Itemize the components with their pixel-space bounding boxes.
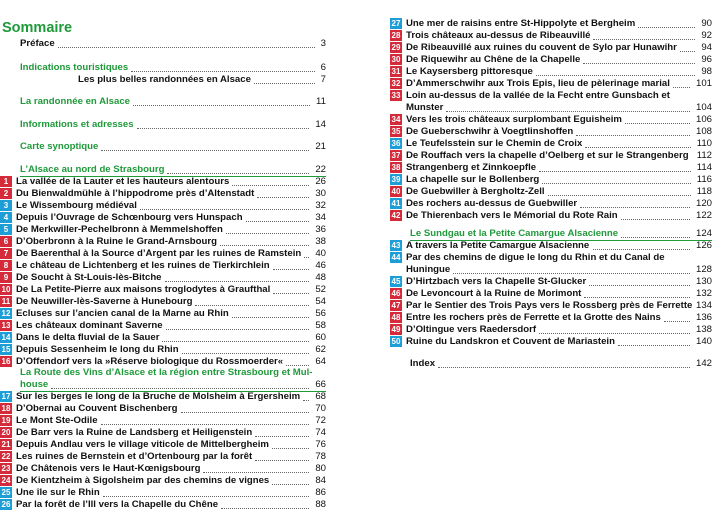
walk-number-badge: 46 (391, 289, 401, 298)
toc-entry-title: De Thierenbach vers le Mémorial du Rote Rain (406, 210, 618, 221)
walk-number-badge: 32 (391, 79, 401, 88)
toc-entry[interactable] (0, 344, 326, 356)
walk-number-badge: 12 (1, 309, 11, 318)
page-number: 72 (315, 415, 326, 426)
dot-leader (254, 83, 314, 84)
dot-leader (195, 305, 309, 306)
walk-number-badge: 30 (391, 55, 401, 64)
dot-leader (133, 105, 309, 106)
toc-entry[interactable] (0, 427, 326, 439)
dot-leader (255, 460, 309, 461)
toc-section-entry[interactable] (390, 358, 712, 370)
toc-section-title: house (20, 379, 49, 390)
dot-leader (257, 197, 309, 198)
walk-number-badge: 37 (391, 151, 401, 160)
toc-entry-title: Ruine du Landskron et Couvent de Mariastein (406, 336, 615, 347)
page-number: 86 (315, 487, 326, 498)
toc-section-title: La randonnée en Alsace (20, 96, 131, 107)
page-number: 64 (315, 356, 326, 367)
toc-entry[interactable] (390, 18, 712, 30)
toc-section-entry[interactable] (0, 141, 326, 153)
toc-entry[interactable] (390, 252, 712, 276)
walk-number-badge: 48 (391, 313, 401, 322)
toc-entry-title: D’Hirtzbach vers la Chapelle St-Glucker (406, 276, 587, 287)
toc-entry[interactable] (0, 272, 326, 284)
toc-entry[interactable] (0, 176, 326, 188)
dot-leader (140, 209, 309, 210)
toc-entry[interactable] (0, 487, 326, 499)
walk-number-badge: 38 (391, 163, 401, 172)
page-number: 34 (315, 212, 326, 223)
page-number: 84 (315, 475, 326, 486)
page-number: 142 (695, 358, 712, 369)
page-number: 114 (696, 162, 712, 173)
toc-entry-title: Sur les berges le long de la Bruche de Molsheim à Ergersheim (16, 391, 301, 402)
toc-entry[interactable] (0, 260, 326, 272)
toc-section-title: Informations et adresses (20, 119, 134, 130)
dot-leader (548, 195, 691, 196)
page-number: 62 (315, 344, 326, 355)
page-number: 46 (315, 260, 326, 271)
toc-entry-title-continued: Munster (406, 102, 444, 113)
toc-entry[interactable] (0, 248, 326, 260)
walk-number-badge: 6 (0, 236, 12, 247)
toc-entry-title: Le château de Lichtenberg et les ruines de Tierkirchlein (16, 260, 270, 271)
page-title: Sommaire (2, 20, 73, 36)
page-number: 6 (320, 62, 326, 73)
toc-section-title: Carte synoptique (20, 141, 99, 152)
toc-entry-title: Le Kaysersberg pittoresque (406, 66, 533, 77)
walk-number-badge: 36 (391, 139, 401, 148)
toc-section-title: Index (410, 358, 436, 369)
page-number: 11 (316, 96, 326, 107)
toc-entry[interactable] (0, 475, 326, 487)
walk-number-badge: 11 (1, 297, 11, 306)
walk-number-badge: 25 (1, 488, 11, 497)
toc-entry-title: De Baerenthal à la Source d’Argent par les ruines de Ramstein (16, 248, 302, 259)
dot-leader (165, 281, 310, 282)
toc-entry[interactable] (390, 78, 712, 90)
page-number: 136 (695, 312, 712, 323)
toc-entry-title: De La Petite-Pierre aux maisons troglodytes à Graufthal (16, 284, 271, 295)
toc-entry-title: Le Wissembourg médiéval (16, 200, 137, 211)
page-number: 108 (695, 126, 712, 137)
page-number: 116 (696, 174, 712, 185)
toc-entry-title: De Gueberschwihr à Voegtlinshoffen (406, 126, 574, 137)
page-number: 32 (315, 200, 326, 211)
walk-number-badge: 35 (391, 127, 401, 136)
page-number: 7 (320, 74, 326, 85)
page-number: 128 (695, 264, 712, 275)
walk-number-badge: 24 (1, 476, 11, 485)
walk-number-badge: 15 (1, 345, 11, 354)
toc-entry[interactable] (0, 451, 326, 463)
toc-entry-title: De Riquewihr au Chêne de la Chapelle (406, 54, 581, 65)
toc-entry-title: D’Oberbronn à la Ruine le Grand-Arnsbourg (16, 236, 217, 247)
toc-entry-title: Depuis Sessenheim le long du Rhin (16, 344, 179, 355)
walk-number-badge: 28 (391, 31, 401, 40)
page-number: 30 (315, 188, 326, 199)
walk-number-badge: 17 (1, 392, 11, 401)
toc-entry-title: D’Ammerschwihr aux Trois Epis, lieu de pèlerinage marial (406, 78, 670, 89)
dot-leader (303, 400, 309, 401)
page-number: 92 (701, 30, 712, 41)
dot-leader (101, 424, 310, 425)
page-number: 14 (315, 119, 326, 130)
toc-entry-title: Le Mont Ste-Odile (16, 415, 98, 426)
toc-entry[interactable] (0, 391, 326, 403)
toc-entry[interactable] (0, 320, 326, 332)
toc-entry[interactable] (0, 188, 326, 200)
toc-entry[interactable] (390, 210, 712, 222)
walk-number-badge: 40 (391, 187, 401, 196)
dot-leader (589, 285, 690, 286)
walk-number-badge: 42 (391, 211, 401, 220)
dot-leader (221, 508, 309, 509)
dot-leader (304, 257, 309, 258)
toc-entry[interactable] (0, 463, 326, 475)
dot-leader (580, 207, 690, 208)
page-number: 96 (701, 54, 712, 65)
page-number: 126 (695, 240, 712, 251)
dot-leader (232, 185, 309, 186)
dot-leader (166, 329, 310, 330)
dot-leader (618, 345, 690, 346)
page-number: 106 (695, 114, 712, 125)
walk-number-badge: 27 (391, 19, 401, 28)
toc-entry-title-continued: Huningue (406, 264, 451, 275)
dot-leader (593, 249, 690, 250)
dot-leader (286, 365, 309, 366)
page-number: 78 (315, 451, 326, 462)
page-number: 110 (696, 138, 712, 149)
page-number: 138 (695, 324, 712, 335)
toc-entry[interactable] (390, 312, 712, 324)
page-number: 48 (315, 272, 326, 283)
toc-section-entry[interactable] (0, 379, 326, 391)
walk-number-badge: 8 (0, 260, 12, 271)
toc-entry-title: De Châtenois vers le Haut-Kœnigsbourg (16, 463, 201, 474)
toc-entry-title: Une mer de raisins entre St-Hippolyte et Bergheim (406, 18, 636, 29)
dot-leader (103, 496, 310, 497)
walk-number-badge: 33 (391, 91, 401, 100)
page-number: 40 (315, 248, 326, 259)
dot-leader (621, 219, 690, 220)
toc-entry[interactable] (390, 186, 712, 198)
toc-entry-title: De Ribeauvillé aux ruines du couvent de Sylo par Hunawihr (406, 42, 677, 53)
walk-number-badge: 29 (391, 43, 401, 52)
toc-section-title: Préface (20, 38, 55, 49)
toc-section-entry[interactable] (0, 74, 326, 86)
toc-entry[interactable] (0, 499, 326, 511)
toc-entry-title: De Neuwiller-lès-Saverne à Hunebourg (16, 296, 193, 307)
toc-section-title: Les plus belles randonnées en Alsace (78, 74, 251, 85)
dot-leader (137, 128, 310, 129)
toc-entry[interactable] (390, 90, 712, 114)
dot-leader (539, 171, 690, 172)
toc-entry[interactable] (390, 138, 712, 150)
toc-entry-title: Vers les trois châteaux surplombant Eguisheim (406, 114, 622, 125)
toc-entry-title: Dans le delta fluvial de la Sauer (16, 332, 160, 343)
dot-leader (621, 237, 690, 238)
page-number: 3 (320, 38, 326, 49)
toc-entry-title: Depuis Andlau vers le village viticole de Mittelbergheim (16, 439, 269, 450)
walk-number-badge: 34 (391, 115, 401, 124)
toc-section-entry[interactable] (0, 62, 326, 74)
toc-entry-title: De Rouffach vers la chapelle d’Oelberg et sur le Strangenberg (406, 150, 689, 161)
dot-leader (272, 448, 309, 449)
toc-entry-title: D’Offendorf vers la »Réserve biologique du Rossmoerder« (16, 356, 284, 367)
toc-entry[interactable] (390, 66, 712, 78)
toc-entry-title: Le Teufelsstein sur le Chemin de Croix (406, 138, 583, 149)
toc-section-entry[interactable] (0, 96, 326, 108)
toc-entry[interactable] (390, 240, 712, 252)
toc-entry-title: Une île sur le Rhin (16, 487, 100, 498)
toc-entry[interactable] (390, 42, 712, 54)
toc-entry[interactable] (390, 174, 712, 186)
dot-leader (255, 436, 309, 437)
toc-entry[interactable] (0, 439, 326, 451)
page-number: 60 (315, 332, 326, 343)
walk-number-badge: 5 (0, 224, 12, 235)
dot-leader (680, 51, 696, 52)
walk-number-badge: 7 (0, 248, 12, 259)
toc-entry-title: De Merkwiller-Pechelbronn à Memmelshoffen (16, 224, 223, 235)
toc-entry-title: De Guebwiller à Bergholtz-Zell (406, 186, 545, 197)
page-number: 56 (315, 308, 326, 319)
toc-entry-title: De Levoncourt à la Ruine de Morimont (406, 288, 582, 299)
dot-leader (58, 47, 315, 48)
toc-section-title: Indications touristiques (20, 62, 129, 73)
dot-leader (220, 245, 309, 246)
toc-entry[interactable] (390, 114, 712, 126)
toc-entry-title: Les châteaux dominant Saverne (16, 320, 163, 331)
toc-entry-title: De Soucht à St-Louis-lès-Bitche (16, 272, 162, 283)
dot-leader (101, 150, 309, 151)
toc-entry-title: Par des chemins de digue le long du Rhin et du Canal de (406, 252, 665, 263)
dot-leader (272, 484, 309, 485)
toc-entry-title: De Barr vers la Ruine de Landsberg et Heiligenstein (16, 427, 253, 438)
toc-entry[interactable] (390, 54, 712, 66)
toc-entry[interactable] (0, 308, 326, 320)
toc-entry[interactable] (0, 224, 326, 236)
page-number: 120 (695, 198, 712, 209)
toc-entry[interactable] (390, 126, 712, 138)
page-number: 54 (315, 296, 326, 307)
page-number: 98 (701, 66, 712, 77)
page-number: 124 (695, 228, 712, 239)
toc-entry[interactable] (390, 336, 712, 348)
toc-section-entry[interactable] (390, 228, 712, 240)
dot-leader (181, 412, 310, 413)
dot-leader (226, 233, 309, 234)
walk-number-badge: 20 (1, 428, 11, 437)
page-number: 80 (315, 463, 326, 474)
page-number: 112 (696, 150, 712, 161)
toc-entry[interactable] (390, 162, 712, 174)
walk-number-badge: 23 (1, 464, 11, 473)
toc-section-entry[interactable] (0, 367, 326, 379)
dot-leader (446, 111, 690, 112)
dot-leader (638, 27, 695, 28)
page-number: 76 (315, 439, 326, 450)
walk-number-badge: 13 (1, 321, 11, 330)
walk-number-badge: 1 (0, 176, 12, 187)
toc-entry[interactable] (390, 198, 712, 210)
toc-entry[interactable] (390, 300, 712, 312)
dot-leader (273, 269, 310, 270)
toc-entry[interactable] (0, 212, 326, 224)
walk-number-badge: 45 (391, 277, 401, 286)
toc-entry[interactable] (0, 403, 326, 415)
dot-leader (584, 297, 690, 298)
page-number: 132 (695, 288, 712, 299)
page-number: 101 (695, 78, 712, 89)
toc-entry[interactable] (390, 324, 712, 336)
toc-section-entry[interactable] (0, 38, 326, 50)
dot-leader (593, 39, 695, 40)
walk-number-badge: 4 (0, 212, 12, 223)
toc-entry[interactable] (390, 150, 712, 162)
toc-entry[interactable] (0, 236, 326, 248)
toc-entry[interactable] (0, 284, 326, 296)
dot-leader (162, 341, 309, 342)
toc-entry-title: Strangenberg et Zinnkoepfle (406, 162, 537, 173)
page-number: 134 (695, 300, 712, 311)
toc-entry[interactable] (390, 288, 712, 300)
dot-leader (453, 273, 690, 274)
dot-leader (585, 147, 690, 148)
page-number: 74 (315, 427, 326, 438)
toc-entry-title: La chapelle sur le Bollenberg (406, 174, 540, 185)
page-number: 140 (695, 336, 712, 347)
toc-entry-title: Depuis l’Ouvrage de Schœnbourg vers Hunspach (16, 212, 243, 223)
toc-entry-title: Des rochers au-dessus de Guebwiller (406, 198, 578, 209)
dot-leader (131, 71, 314, 72)
toc-entry-title: Du Bienwaldmühle à l’hippodrome près d’Altenstadt (16, 188, 255, 199)
dot-leader (539, 333, 690, 334)
walk-number-badge: 19 (1, 416, 11, 425)
page-number: 104 (695, 102, 712, 113)
page-number: 52 (315, 284, 326, 295)
toc-section-title: La Route des Vins d’Alsace et la région entre Strasbourg et Mul- (20, 367, 313, 378)
dot-leader (576, 135, 690, 136)
dot-leader (625, 123, 690, 124)
page-number: 94 (701, 42, 712, 53)
toc-entry-title: D’Obernai au Couvent Bischenberg (16, 403, 178, 414)
page-number: 70 (315, 403, 326, 414)
dot-leader (167, 173, 309, 174)
walk-number-badge: 22 (1, 452, 11, 461)
toc-entry-title: La vallée de la Lauter et les hauteurs alentours (16, 176, 230, 187)
toc-entry-title: Les ruines de Bernstein et d’Ortenbourg par la forêt (16, 451, 253, 462)
toc-entry[interactable] (390, 276, 712, 288)
walk-number-badge: 2 (0, 188, 12, 199)
toc-section-entry[interactable] (0, 119, 326, 131)
page-number: 122 (695, 210, 712, 221)
page-number: 90 (701, 18, 712, 29)
toc-entry-title: Loin au-dessus de la vallée de la Fecht entre Gunsbach et (406, 90, 670, 101)
toc-entry[interactable] (0, 332, 326, 344)
page-number: 58 (315, 320, 326, 331)
walk-number-badge: 14 (1, 333, 11, 342)
walk-number-badge: 9 (0, 272, 12, 283)
walk-number-badge: 18 (1, 404, 11, 413)
dot-leader (536, 75, 695, 76)
walk-number-badge: 50 (391, 337, 401, 346)
dot-leader (246, 221, 310, 222)
dot-leader (664, 321, 690, 322)
page-number: 66 (315, 379, 326, 390)
toc-entry[interactable] (0, 200, 326, 212)
toc-entry[interactable] (390, 30, 712, 42)
page-number: 38 (315, 236, 326, 247)
toc-section-entry[interactable] (0, 164, 326, 176)
dot-leader (273, 293, 309, 294)
walk-number-badge: 44 (391, 253, 401, 262)
dot-leader (542, 183, 690, 184)
page-number: 36 (315, 224, 326, 235)
toc-entry-title: A travers la Petite Camargue Alsacienne (406, 240, 590, 251)
walk-number-badge: 31 (391, 67, 401, 76)
toc-entry-title: Entre les rochers près de Ferrette et la Grotte des Nains (406, 312, 661, 323)
page-number: 130 (695, 276, 712, 287)
walk-number-badge: 47 (391, 301, 401, 310)
page-number: 26 (315, 176, 326, 187)
dot-leader (203, 472, 309, 473)
dot-leader (232, 317, 310, 318)
toc-entry-title: Par le Sentier des Trois Pays vers le Rossberg près de Ferrette (406, 300, 693, 311)
walk-number-badge: 39 (391, 175, 401, 184)
toc-entry[interactable] (0, 296, 326, 308)
dot-leader (51, 388, 309, 389)
walk-number-badge: 3 (0, 200, 12, 211)
toc-entry-title: Par la forêt de l’Ill vers la Chapelle du Chêne (16, 499, 219, 510)
walk-number-badge: 49 (391, 325, 401, 334)
walk-number-badge: 43 (391, 241, 401, 250)
toc-entry-title: D’Oltingue vers Raedersdorf (406, 324, 537, 335)
page-number: 22 (315, 164, 326, 175)
toc-section-title: L’Alsace au nord de Strasbourg (20, 164, 165, 175)
walk-number-badge: 41 (391, 199, 401, 208)
page-number: 118 (696, 186, 712, 197)
toc-entry-title: De Kientzheim à Sigolsheim par des chemins de vignes (16, 475, 270, 486)
toc-section-title: Le Sundgau et la Petite Camargue Alsacienne (410, 228, 619, 239)
dot-leader (583, 63, 695, 64)
toc-entry-title: Ecluses sur l’ancien canal de la Marne au Rhin (16, 308, 229, 319)
walk-number-badge: 26 (1, 500, 11, 509)
toc-entry[interactable] (0, 415, 326, 427)
dot-leader (438, 367, 690, 368)
page-number: 68 (315, 391, 326, 402)
walk-number-badge: 21 (1, 440, 11, 449)
walk-number-badge: 10 (1, 285, 11, 294)
page-number: 21 (315, 141, 326, 152)
walk-number-badge: 16 (1, 357, 11, 366)
dot-leader (182, 353, 310, 354)
page-number: 88 (315, 499, 326, 510)
dot-leader (673, 87, 690, 88)
toc-entry-title: Trois châteaux au-dessus de Ribeauvillé (406, 30, 591, 41)
